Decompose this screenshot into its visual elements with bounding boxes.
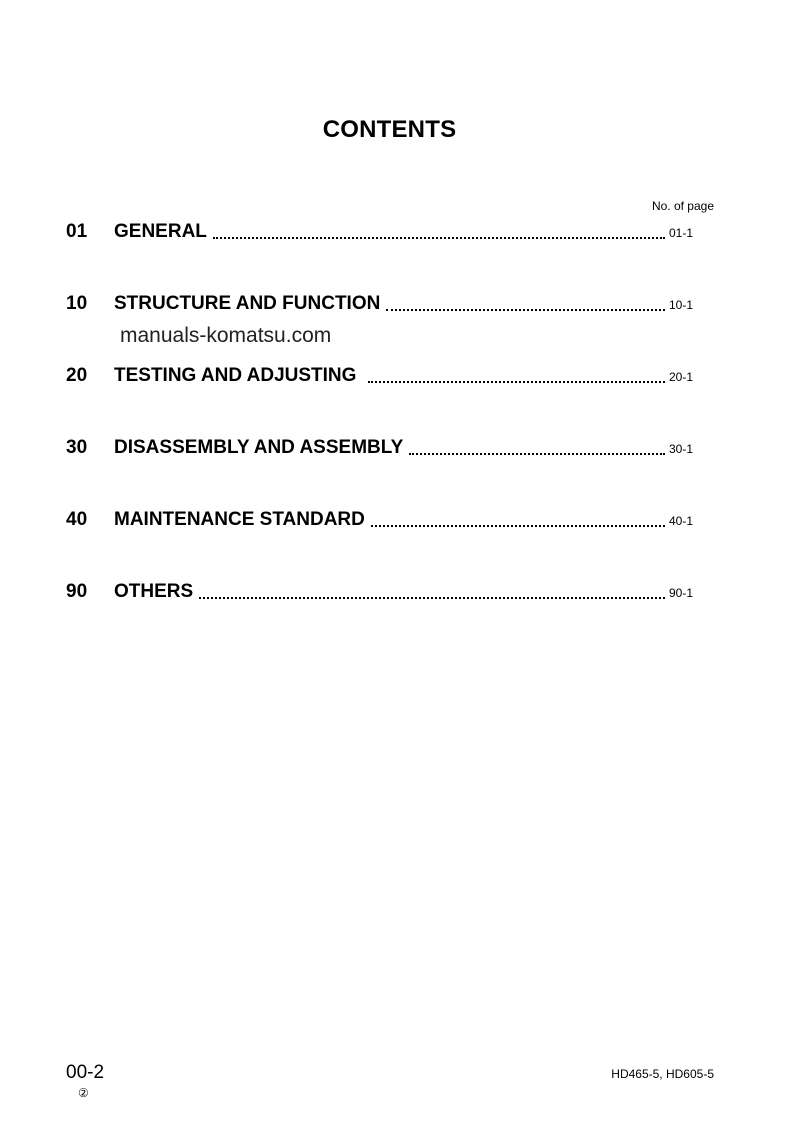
watermark: manuals-komatsu.com [120, 324, 332, 347]
dot-leader [409, 453, 665, 455]
toc-row[interactable] [66, 363, 693, 387]
section-page: 90-1 [668, 586, 693, 600]
dot-leader [371, 525, 665, 527]
section-number: 01 [66, 221, 88, 242]
toc-row[interactable] [66, 219, 693, 243]
toc-row[interactable] [66, 435, 693, 459]
section-page: 30-1 [668, 442, 693, 456]
toc-row[interactable] [66, 507, 693, 531]
toc-row[interactable] [66, 579, 693, 603]
section-title: GENERAL [114, 221, 207, 242]
section-title: STRUCTURE AND FUNCTION [114, 293, 381, 314]
toc-row[interactable] [66, 291, 693, 315]
dot-leader [199, 597, 665, 599]
section-number: 90 [66, 581, 88, 602]
dot-leader [386, 309, 665, 311]
section-page: 01-1 [668, 226, 693, 240]
section-number: 10 [66, 293, 88, 314]
page-title: CONTENTS [322, 116, 457, 143]
revision-mark: ② [78, 1086, 89, 1100]
section-title: TESTING AND ADJUSTING [114, 365, 357, 386]
section-number: 30 [66, 437, 88, 458]
section-page: 20-1 [668, 370, 693, 384]
page-column-header: No. of page [651, 199, 714, 213]
section-page: 40-1 [668, 514, 693, 528]
dot-leader [213, 237, 665, 239]
section-title: OTHERS [114, 581, 194, 602]
dot-leader [368, 381, 665, 383]
section-number: 40 [66, 509, 88, 530]
section-number: 20 [66, 365, 88, 386]
footer-page-number: 00-2 [66, 1062, 105, 1083]
footer-models: HD465-5, HD605-5 [611, 1067, 714, 1081]
section-title: DISASSEMBLY AND ASSEMBLY [114, 437, 404, 458]
section-title: MAINTENANCE STANDARD [114, 509, 365, 530]
section-page: 10-1 [668, 298, 693, 312]
